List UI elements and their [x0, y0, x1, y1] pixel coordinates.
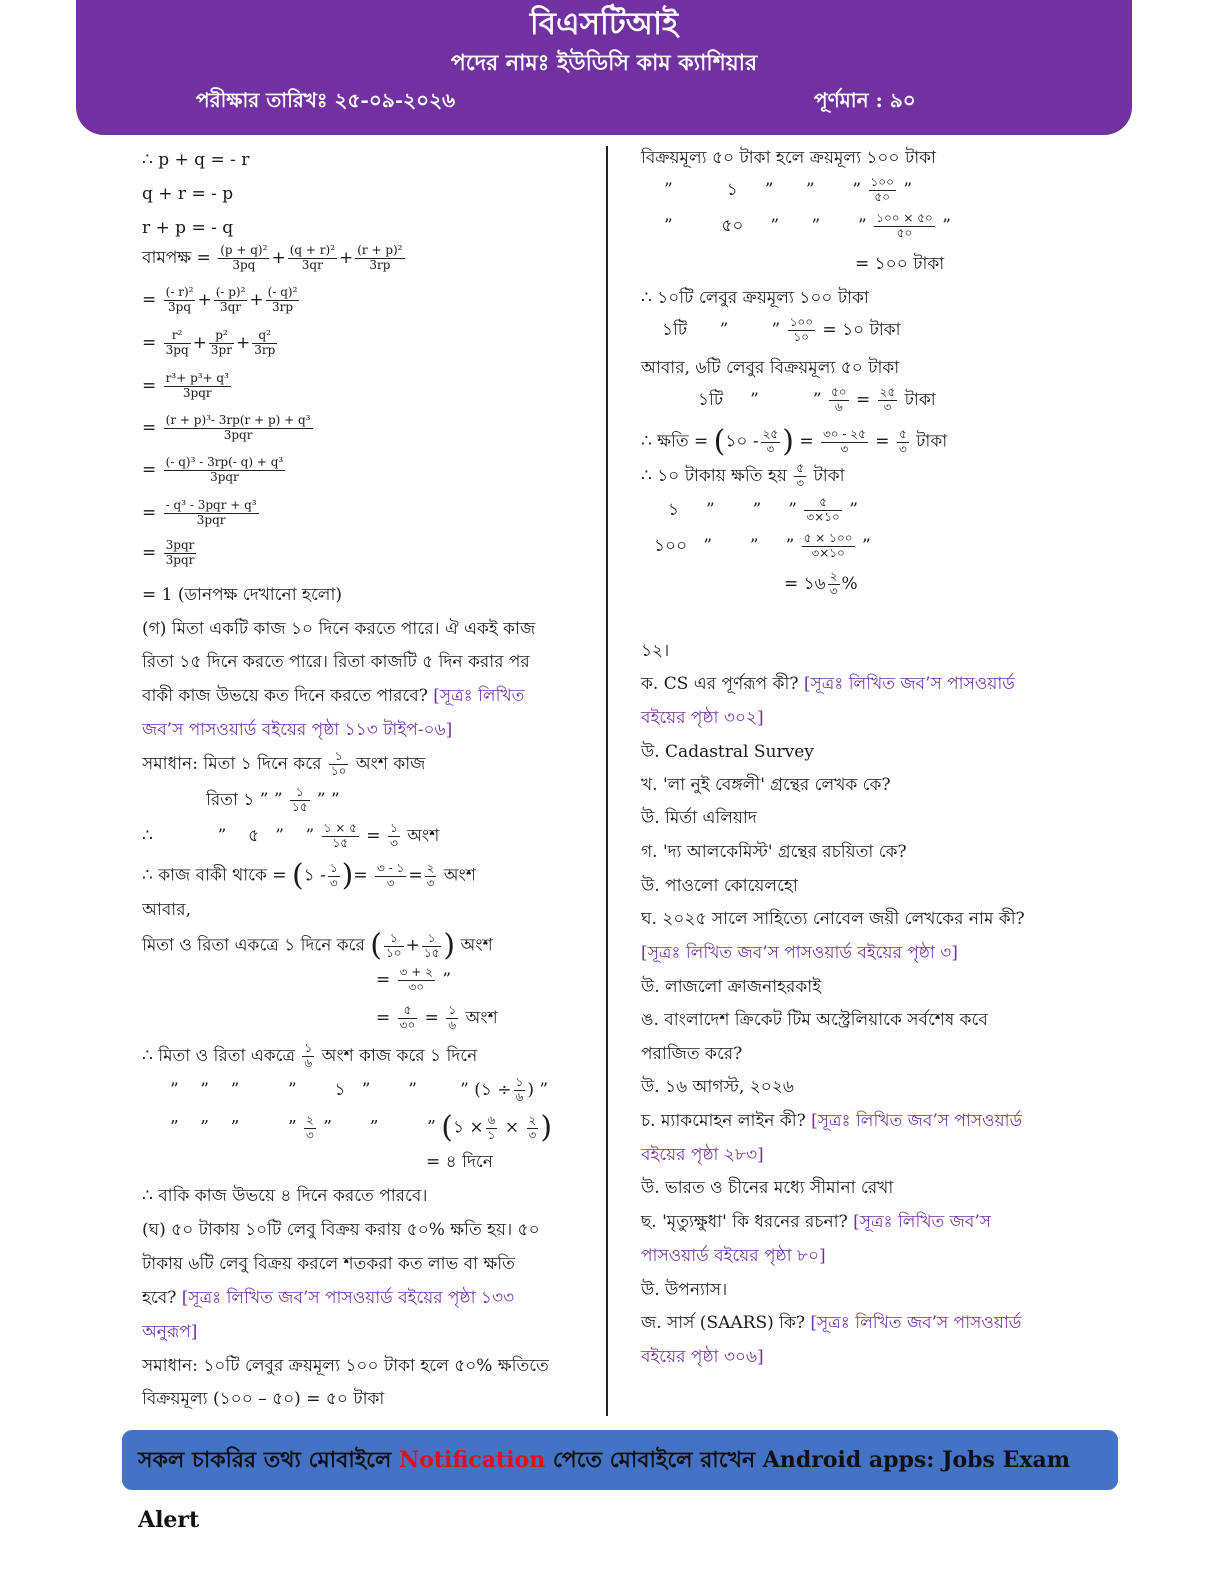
- solution-line: = $\frac{৫}{৩০}$ = $\frac{১}{৬}$ অংশ: [376, 1003, 498, 1032]
- fraction: $\frac{\text{p²}}{3pr}$: [210, 328, 232, 357]
- solution-line: ” ১ ” ” ” $\frac{১০০}{৫০}$ ”: [664, 175, 913, 204]
- eq-step: = $\frac{\text{(- r)²}}{3pq}$ + $\frac{\text{(- p)²}}{3qr}$ + $\frac{\text{(- q)²}}{3rp}$: [142, 285, 298, 314]
- answer-line: উ. পাওলো কোয়েলহো: [641, 876, 798, 896]
- eq-step: = $\frac{\text{r²}}{3pq}$ + $\frac{\text{p²}}{3pr}$ + $\frac{\text{q²}}{3rp}$: [142, 328, 276, 357]
- source-ref: [সূত্রঃ লিখিত জব’স পাসওয়ার্ড: [811, 1111, 1023, 1131]
- fraction: $\frac{৫}{৩}$: [796, 461, 805, 490]
- fraction: $\frac{২৫}{৩}$: [879, 385, 896, 414]
- fraction: $\frac{৬}{১}$: [487, 1112, 496, 1142]
- solution-line: ” ” ” ” $\frac{২}{৩}$ ” ” ” (১ × $\frac{৬}{১}$ × $\frac{২}{৩}$ ): [170, 1110, 553, 1145]
- source-ref: পাসওয়ার্ড বইয়ের পৃষ্ঠা ৮০]: [641, 1246, 826, 1266]
- eq-line: ∴ p + q = - r: [142, 150, 250, 170]
- fraction: $\frac{৫}{৩০}$: [399, 1003, 416, 1032]
- source-ref: [সূত্রঃ লিখিত: [433, 686, 525, 706]
- question-text: টাকায় ৬টি লেবু বিক্রয় করলে শতকরা কত লাভ বা ক্ষতি: [142, 1254, 515, 1274]
- full-marks: পূর্ণমান : ৯০: [814, 88, 916, 112]
- question-text: হবে? [সূত্রঃ লিখিত জব’স পাসওয়ার্ড বইয়ের পৃষ্ঠা ১৩৩: [142, 1288, 515, 1308]
- answer-line: উ. মির্তা এলিয়াদ: [641, 808, 757, 828]
- solution-line: ∴ ক্ষতি = (১০ - $\frac{২৫}{৩}$ ) = $\frac{৩০ - ২৫}{৩}$ = $\frac{৫}{৩}$ টাকা: [641, 424, 948, 459]
- source-ref: [সূত্রঃ লিখিত জব’স: [853, 1212, 991, 1232]
- fraction: $\frac{\text{3pqr}}{\text{3pqr}}$: [165, 538, 195, 567]
- question-text: (গ) মিতা একটি কাজ ১০ দিনে করতে পারে। ঐ একই কাজ: [142, 619, 536, 639]
- source-ref: বইয়ের পৃষ্ঠা ২৮৩]: [641, 1145, 764, 1165]
- fraction: $\frac{৫০}{৬}$: [831, 385, 847, 414]
- solution-line: ১টি ” ” $\frac{১০০}{১০}$ = ১০ টাকা: [662, 315, 901, 344]
- fraction: $\frac{১}{১০}$: [330, 749, 347, 778]
- fraction: $\frac{৫}{৩}$: [898, 426, 907, 456]
- solution-line: বিক্রয়মূল্য ৫০ টাকা হলে ক্রয়মূল্য ১০০ টাকা: [641, 148, 936, 168]
- promo-text: সকল চাকরির তথ্য মোবাইলে: [138, 1447, 400, 1473]
- answer-line: উ. উপন্যাস।: [641, 1280, 728, 1300]
- solution-line: সমাধান: মিতা ১ দিনে করে $\frac{১}{১০}$ অংশ কাজ: [142, 749, 426, 778]
- solution-line: ” ” ” ” ১ ” ” ” (১ ÷ $\frac{১}{৬}$ ) ”: [170, 1075, 549, 1104]
- notification-highlight: Notification: [399, 1447, 546, 1473]
- solution-line: ∴ কাজ বাকী থাকে = (১ - $\frac{১}{৩}$ )= $\frac{৩ - ১}{৩}$ = $\frac{২}{৩}$ অংশ: [142, 858, 476, 893]
- fraction: $\frac{১}{১৫}$: [291, 785, 308, 814]
- question-text: (ঘ) ৫০ টাকায় ১০টি লেবু বিক্রয় করায় ৫০% ক্ষতি হয়। ৫০: [142, 1220, 540, 1240]
- solution-line: সমাধান: ১০টি লেবুর ক্রয়মূল্য ১০০ টাকা হলে ৫০% ক্ষতিতে: [142, 1356, 549, 1376]
- column-divider: [606, 146, 608, 1416]
- fraction: $\frac{২}{৩}$: [829, 569, 838, 598]
- answer-line: উ. Cadastral Survey: [641, 742, 814, 762]
- question-text: ক. CS এর পূর্ণরূপ কী? [সূত্রঃ লিখিত জব’স পাসওয়ার্ড: [641, 674, 1015, 694]
- question-text: চ. ম্যাকমোহন লাইন কী? [সূত্রঃ লিখিত জব’স পাসওয়ার্ড: [641, 1111, 1023, 1131]
- solution-line: = $\frac{৩ + ২}{৩০}$ ”: [376, 965, 452, 994]
- fraction: $\frac{\text{(- r)²}}{3pq}$: [165, 285, 194, 314]
- result-line: = 1 (ডানপক্ষ দেখানো হলো): [142, 585, 343, 605]
- source-ref: অনুরূপ]: [142, 1322, 198, 1342]
- fraction: $\frac{১০০}{১০}$: [789, 315, 814, 344]
- solution-line: রিতা ১ ” ” $\frac{১}{১৫}$ ” ”: [206, 785, 340, 814]
- eq-step: = $\frac{\text{(- q)³ - 3rp(- q) + q³}}{\text{3pqr}}$: [142, 455, 284, 484]
- fraction: $\frac{\text{(r + p)²}}{3rp}$: [357, 243, 403, 272]
- fraction: $\frac{২}{৩}$: [528, 1112, 537, 1142]
- solution-line: = ১৬ $\frac{২}{৩}$ %: [784, 569, 858, 598]
- source-ref: [সূত্রঃ লিখিত জব’স পাসওয়ার্ড: [803, 674, 1015, 694]
- fraction: $\frac{১}{৩}$: [329, 860, 338, 890]
- fraction: $\frac{৫}{৩\times ১০}$: [806, 495, 840, 524]
- solution-line: ১০০ ” ” ” $\frac{৫ \times ১০০}{৩\times ১০}$ ”: [654, 531, 871, 560]
- solution-line: ∴ ১০ টাকায় ক্ষতি হয় $\frac{৫}{৩}$ টাকা: [641, 461, 845, 490]
- app-promo-banner[interactable]: [122, 1430, 1118, 1533]
- question-text: খ. 'লা নুই বেঙ্গলী' গ্রন্থের লেখক কে?: [641, 775, 891, 795]
- answer-line: উ. ১৬ আগস্ট, ২০২৬: [641, 1077, 794, 1097]
- solution-line: ∴ ” ৫ ” ” $\frac{১ \times ৫}{১৫}$ = $\frac{১}{৩}$ অংশ: [142, 821, 440, 850]
- fraction: $\frac{\text{(- p)²}}{3qr}$: [215, 285, 246, 314]
- exam-date: পরীক্ষার তারিখঃ ২৫-০৯-২০২৬: [196, 88, 456, 112]
- solution-line: ১ ” ” ” $\frac{৫}{৩\times ১০}$ ”: [668, 495, 858, 524]
- fraction: $\frac{২}{৩}$: [426, 860, 435, 890]
- eq-step: = $\frac{\text{(r + p)³- 3rp(r + p) + q³}}{\text{3pqr}}$: [142, 413, 311, 442]
- fraction: $\frac{৩ + ২}{৩০}$: [399, 965, 433, 994]
- fraction: $\frac{\text{- q³ - 3pqr + q³}}{\text{3pqr}}$: [165, 498, 257, 527]
- fraction: $\frac{\text{(- q)²}}{3rp}$: [267, 285, 298, 314]
- question-text: ঘ. ২০২৫ সালে সাহিত্যে নোবেল জয়ী লেখকের নাম কী?: [641, 909, 1025, 929]
- fraction: $\frac{২৫}{৩}$: [762, 426, 779, 456]
- fraction: $\frac{১}{৩}$: [389, 821, 398, 850]
- fraction: $\frac{১}{৬}$: [304, 1041, 313, 1070]
- solution-line: ∴ ১০টি লেবুর ক্রয়মূল্য ১০০ টাকা: [641, 288, 869, 308]
- solution-line: বিক্রয়মূল্য (১০০ – ৫০) = ৫০ টাকা: [142, 1389, 385, 1409]
- answer-line: উ. লাজলো ক্রাজনাহরকাই: [641, 977, 822, 997]
- question-text: পরাজিত করে?: [641, 1044, 743, 1064]
- solution-line: = ১০০ টাকা: [855, 254, 945, 274]
- question-number: ১২।: [641, 641, 670, 661]
- solution-line: আবার,: [142, 900, 191, 920]
- solution-line: ” ৫০ ” ” ” $\frac{১০০ \times ৫০}{৫০}$ ”: [664, 211, 951, 240]
- source-ref: জব’স পাসওয়ার্ড বইয়ের পৃষ্ঠা ১১৩ টাইপ-০৬]: [142, 720, 453, 740]
- fraction: $\frac{৫ \times ১০০}{৩\times ১০}$: [803, 531, 853, 560]
- eq-line: r + p = - q: [142, 218, 234, 238]
- fraction: $\frac{১}{১৫}$: [423, 930, 440, 960]
- fraction: $\frac{\text{(r + p)³- 3rp(r + p) + q³}}{\text{3pqr}}$: [165, 413, 311, 442]
- source-ref: [সূত্রঃ লিখিত জব’স পাসওয়ার্ড বইয়ের পৃষ্ঠা ১৩৩: [181, 1288, 515, 1308]
- eq-line: q + r = - p: [142, 184, 234, 204]
- fraction: $\frac{৩০ - ২৫}{৩}$: [823, 426, 866, 456]
- org-title: বিএসটিআই: [529, 6, 679, 42]
- fraction: $\frac{\text{(p + q)²}}{3pq}$: [220, 243, 268, 272]
- fraction: $\frac{১}{৬}$: [448, 1003, 457, 1032]
- lhs-label: বামপক্ষ =: [142, 247, 211, 268]
- source-ref: বইয়ের পৃষ্ঠা ৩০৬]: [641, 1347, 764, 1367]
- fraction: $\frac{১}{৬}$: [515, 1075, 524, 1104]
- fraction: $\frac{১০০ \times ৫০}{৫০}$: [876, 211, 933, 240]
- answer-line: উ. ভারত ও চীনের মধ্যে সীমানা রেখা: [641, 1178, 894, 1198]
- fraction: $\frac{\text{r³+ p³+ q³}}{\text{3pqr}}$: [165, 371, 229, 400]
- source-ref: বইয়ের পৃষ্ঠা ৩০২]: [641, 708, 764, 728]
- fraction: $\frac{\text{(- q)³ - 3rp(- q) + q³}}{\text{3pqr}}$: [165, 455, 284, 484]
- source-ref: [সূত্রঃ লিখিত জব’স পাসওয়ার্ড বইয়ের পৃষ্ঠা ৩]: [641, 943, 958, 963]
- fraction: $\frac{\text{q²}}{3rp}$: [254, 328, 276, 357]
- question-text: ঙ. বাংলাদেশ ক্রিকেট টিম অস্ট্রেলিয়াকে সর্বশেষ কবে: [641, 1010, 988, 1030]
- fraction: $\frac{\text{r²}}{3pq}$: [165, 328, 189, 357]
- fraction: $\frac{৩ - ১}{৩}$: [377, 860, 405, 890]
- promo-text: পেতে মোবাইলে রাখেন Android apps: Jobs Exam Alert: [138, 1447, 1070, 1533]
- fraction: $\frac{১ \times ৫}{১৫}$: [323, 821, 357, 850]
- solution-line: = ৪ দিনে: [426, 1152, 493, 1172]
- source-ref: [সূত্রঃ লিখিত জব’স পাসওয়ার্ড: [810, 1313, 1022, 1333]
- question-text: গ. 'দ্য আলকেমিস্ট' গ্রন্থের রচয়িতা কে?: [641, 842, 907, 862]
- question-text: বাকী কাজ উভয়ে কত দিনে করতে পারবে? [সূত্রঃ লিখিত: [142, 686, 525, 706]
- eq-step: বামপক্ষ = $\frac{\text{(p + q)²}}{3pq}$ + $\frac{\text{(q + r)²}}{3qr}$ + $\frac{\text{(r + p)²}}{3rp}$: [142, 243, 403, 272]
- eq-step: = $\frac{\text{r³+ p³+ q³}}{\text{3pqr}}$: [142, 371, 229, 400]
- fraction: $\frac{১}{১০}$: [385, 930, 402, 960]
- fraction: $\frac{\text{(q + r)²}}{3qr}$: [289, 243, 335, 272]
- solution-line: মিতা ও রিতা একত্রে ১ দিনে করে ( $\frac{১}{১০}$ + $\frac{১}{১৫}$ ) অংশ: [142, 928, 493, 963]
- question-text: জ. সার্স (SAARS) কি? [সূত্রঃ লিখিত জব’স পাসওয়ার্ড: [641, 1313, 1022, 1333]
- question-text: ছ. 'মৃত্যুক্ষুধা' কি ধরনের রচনা? [সূত্রঃ লিখিত জব’স: [641, 1212, 991, 1232]
- fraction: $\frac{২}{৩}$: [306, 1112, 314, 1142]
- solution-line: ১টি ” ” $\frac{৫০}{৬}$ = $\frac{২৫}{৩}$ টাকা: [698, 385, 936, 414]
- solution-line: আবার, ৬টি লেবুর বিক্রয়মূল্য ৫০ টাকা: [641, 358, 900, 378]
- post-name: পদের নামঃ ইউডিসি কাম ক্যাশিয়ার: [450, 50, 758, 76]
- solution-line: ∴ মিতা ও রিতা একত্রে $\frac{১}{৬}$ অংশ কাজ করে ১ দিনে: [142, 1041, 478, 1070]
- question-text: রিতা ১৫ দিনে করতে পারে। রিতা কাজটি ৫ দিন করার পর: [142, 652, 530, 672]
- fraction: $\frac{১০০}{৫০}$: [870, 175, 894, 204]
- eq-step: = $\frac{\text{- q³ - 3pqr + q³}}{\text{3pqr}}$: [142, 498, 257, 527]
- header-banner: [76, 0, 1132, 135]
- answer-line: ∴ বাকি কাজ উভয়ে ৪ দিনে করতে পারবে।: [142, 1186, 428, 1206]
- eq-step: = $\frac{\text{3pqr}}{\text{3pqr}}$: [142, 538, 195, 567]
